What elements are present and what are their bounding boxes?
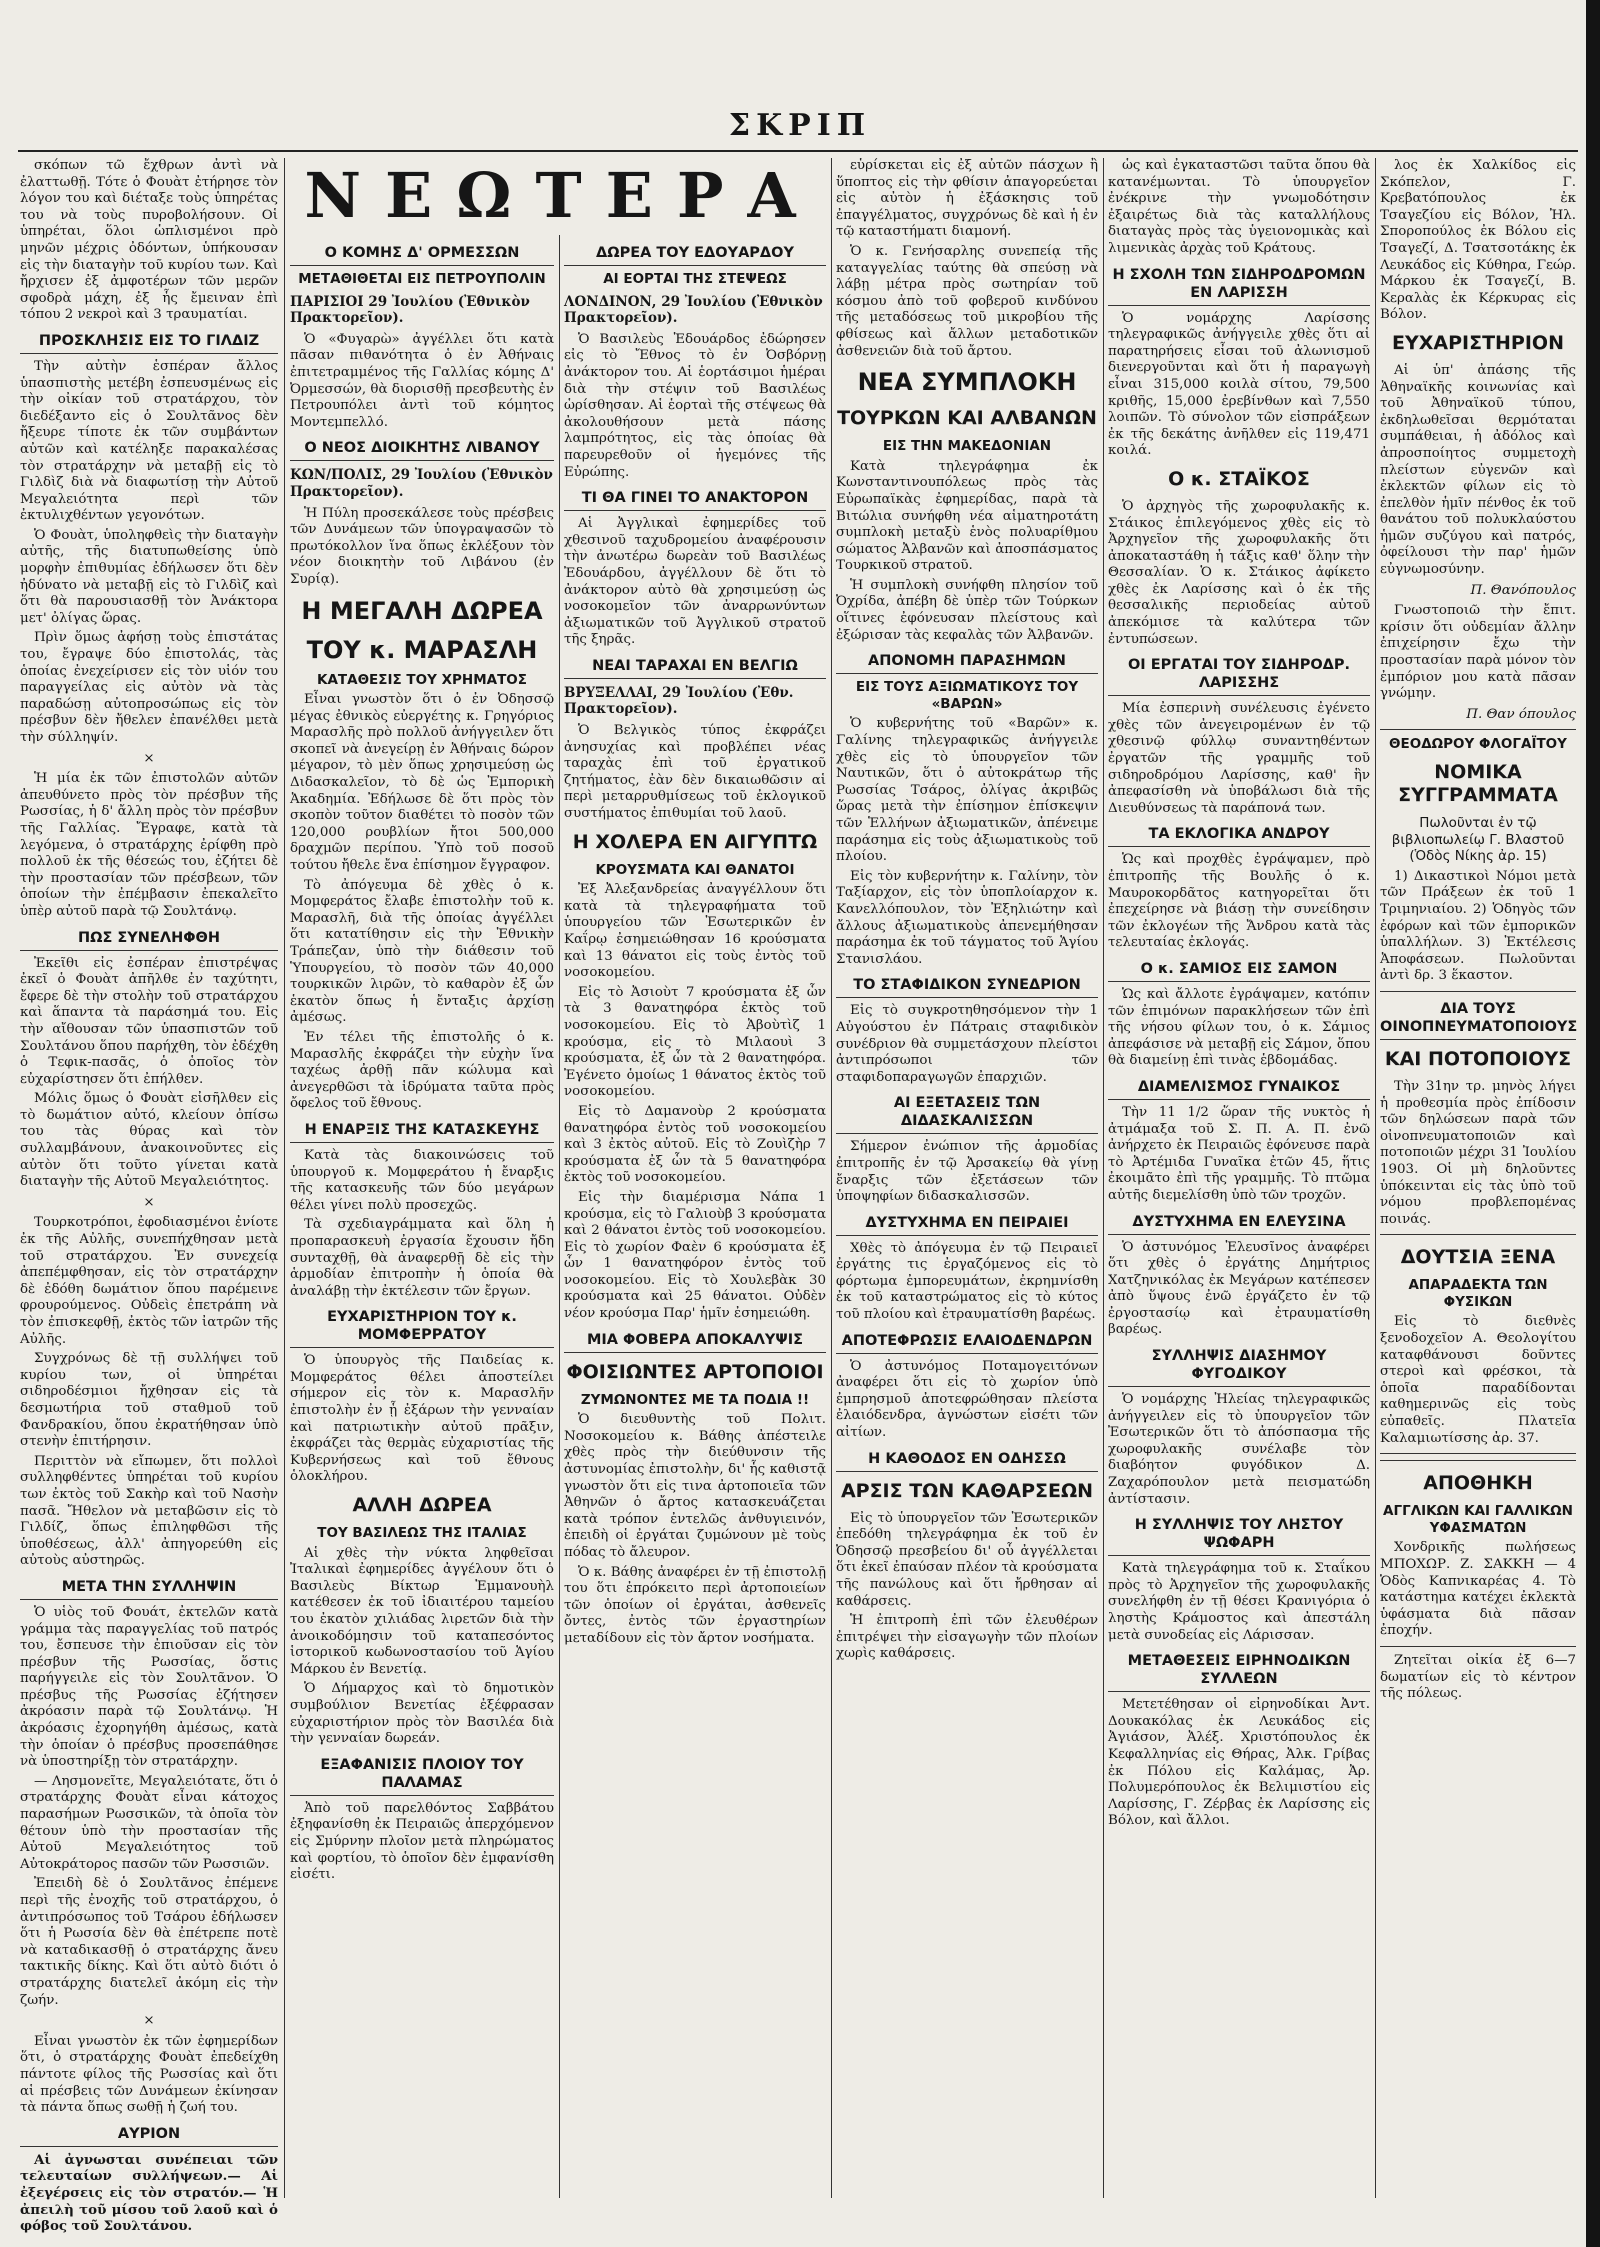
- article-text: Αἱ ἀγνωσται συνέπειαι τῶν τελευταίων συλλήψεων.— Αἱ ἐξεγέρσεις εἰς τὸν στρατόν.— Ἡ ἀπειλὴ τοῦ μίσου τοῦ λαοῦ καὶ ὁ φόβος τοῦ Σουλτάνου.: [20, 2151, 278, 2235]
- article-text: Συγχρόνως δὲ τῇ συλλήψει τοῦ κυρίου των, οἱ ὑπηρέται σιδηροδέσμιοι ἤχθησαν εἰς τὰ δεσμωτήρια τοῦ σταθμοῦ τοῦ Φανδρακίου, ὅπου ἐκρατήθησαν ὑπὸ στενὴν ἐπιτήρησιν.: [20, 1351, 278, 1450]
- article-text: λος ἐκ Χαλκίδος εἰς Σκόπελον, Γ. Κρεβατόπουλος ἐκ Τσαγεζίου εἰς Βόλον, Ἠλ. Σποροπούλος ἐκ Βόλου εἰς Τσαγεζί, Δ. Τσατσοτάκης ἐκ Λευκάδος εἰς Κύθηρα, Γεώρ. Μάρκου ἐκ Τσαγεζί, Β. Κεραλὰς ἐκ Κέρκυρας εἰς Βόλον.: [1380, 158, 1576, 323]
- classified-text: Ζητεῖται οἰκία ἐξ 6—7 δωματίων εἰς τὸ κέντρον τῆς πόλεως.: [1380, 1652, 1576, 1702]
- column-6: [1380, 158, 1576, 2218]
- article-text: — Λησμονεῖτε, Μεγαλειότατε, ὅτι ὁ στρατάρχης Φουὰτ εἶναι κάτοχος παρασήμων Ρωσσικῶν, τὰ ὁποῖα τὸν θέτουν ὑπὸ τὴν προστασίαν τῆς Αὐτοῦ Μεγαλειότητος τοῦ Αὐτοκράτορος πασῶν τῶν Ρωσσιῶν.: [20, 1773, 278, 1872]
- article-text: Τὸ ἀπόγευμα δὲ χθὲς ὁ κ. Μομφεράτος ἔλαβε ἐπιστολὴν τοῦ κ. Μαρασλῆ, διὰ τῆς ὁποίας ἀγγέλλει ὅτι κατατίθησιν εἰς τὴν Ἐθνικὴν Τράπεζαν, ὑπὸ τὴν διάθεσιν τοῦ Ὑπουργείου, τὸ ποσὸν τῶν 40,000 τουρκικῶν λιρῶν, τὸ καθαρὸν ἐξ ὧν ἑκατὸν ὅπως ἡ ἔνταξις ἀρχίσῃ ἀμέσως.: [290, 877, 554, 1026]
- article-text: Εἰς τὸ Ἀσιοὺτ 7 κρούσματα ἐξ ὧν τὰ 3 θανατηφόρα ἐκτὸς τοῦ νοσοκομείου. Εἰς τὸ Ἀβοὺτὶζ 1 κρούσμα, εἰς τὸ Μιλαουὶ 3 κρούσματα, ἐξ ὧν τὰ 2 θανατηφόρα. Ἐγένετο ὁμοίως 1 θάνατος ἐκτὸς τοῦ νοσοκομείου.: [564, 984, 826, 1100]
- subheadline: ΤΟΥ ΒΑΣΙΛΕΩΣ ΤΗΣ ΙΤΑΛΙΑΣ: [317, 1525, 527, 1542]
- article-text: Εἶναι γνωστὸν ὅτι ὁ ἐν Ὀδησσῷ μέγας ἐθνικὸς εὐεργέτης κ. Γρηγόριος Μαρασλῆς πρὸ πολλοῦ ἀνήγγειλεν ὅτι σκοπεῖ νὰ ἀνεγείρῃ ἐν Ἀθήναις δώρον μέγαρον, τὸ μὲν ὅπως χρησιμεύσῃ ὡς Διδασκαλεῖον, τὸ δὲ ὡς Ἐμπορικὴ Ἀκαδημία. Ἐδήλωσε δὲ ὅτι πρὸς τὸν σκοπὸν τοῦτον διαθέτει τὸ ποσὸν τῶν 120,000 ρουβλίων ἤτοι 500,000 δραχμῶν περίπου. Ὑπὸ τοῦ ποσοῦ τούτου ἤθελε ἔνα ἐπίσημον ἔγγραφον.: [290, 692, 554, 874]
- headline: Η ΜΕΓΑΛΗ ΔΩΡΕΑ: [301, 596, 543, 625]
- column-rule: [559, 235, 560, 2198]
- column-2: [290, 236, 554, 2218]
- headline: ΚΑΙ ΠΟΤΟΠΟΙΟΥΣ: [1384, 1047, 1572, 1070]
- dateline: ΚΩΝ/ΠΟΛΙΣ, 29 Ἰουλίου (Ἐθνικὸν Πρακτορεῖον).: [290, 467, 553, 500]
- article-text: Ὁ διευθυντὴς τοῦ Πολιτ. Νοσοκομείου κ. Βάθης ἀπέστειλε χθὲς πρὸς τὴν διεύθυνσιν τῆς ἀστυνομίας ἐπιστολὴν, δι' ἧς καθιστᾷ γνωστὸν ὅτι εἰς τινα ἀρτοποιεῖα τῶν Ἀθηνῶν ὁ ἄρτος κατασκευάζεται κατὰ τρόπον ἐντελῶς ἀνθυγιεινόν, ἐπειδὴ οἱ ἐργάται ζυμώνουν μὲ τοὺς πόδας τὸ ἄλευρον.: [564, 1412, 826, 1560]
- ad-text: Εἰς τὸ διεθνὲς ξενοδοχεῖον Α. Θεολογίτου καταφθάνουσι δοῦντες στεροὶ καὶ φρέσκοι, τὰ ὁποῖα παραδίδονται καθημερινῶς εἰς τοὺς εὐπαθεῖς. Πλατεῖα Καλαμιωτίσσης ἀρ. 37.: [1380, 1314, 1576, 1446]
- separator: ×: [143, 2013, 155, 2029]
- dateline: ΠΑΡΙΣΙΟΙ 29 Ἰουλίου (Ἐθνικὸν Πρακτορεῖον).: [290, 293, 530, 327]
- headline: ΝΕΑ ΣΥΜΠΛΟΚΗ: [857, 368, 1077, 397]
- subheadline: ΚΡΟΥΣΜΑΤΑ ΚΑΙ ΘΑΝΑΤΟΙ: [595, 861, 795, 878]
- subheadline: ΚΑΤΑΘΕΣΙΣ ΤΟΥ ΧΡΗΜΑΤΟΣ: [317, 671, 527, 688]
- headline: ΜΕΤΑ ΤΗΝ ΣΥΛΛΗΨΙΝ: [20, 1578, 278, 1600]
- article-text: Ὁ «Φυγαρὼ» ἀγγέλλει ὅτι κατὰ πᾶσαν πιθανότητα ὁ ἐν Ἀθήναις ἐπιτετραμμένος τῆς Γαλλίας κόμης Δ' Ὀρμεσσών, θὰ διορισθῇ πρεσβευτὴς ἐν Πετρουπόλει ἀντὶ τοῦ κόμητος Μοντεμπελλό.: [290, 331, 554, 430]
- masthead: ΣΚΡΙΠ: [728, 108, 872, 143]
- article-text: Μόλις ὅμως ὁ Φουὰτ εἰσῆλθεν εἰς τὸ δωμάτιον αὐτό, κλείουν ὀπίσω του τὰς θύρας καὶ τὸν συλλαμβάνουν, ἀνακοινοῦντες εἰς αὐτὸν ὅτι τοῦτο γίνεται κατὰ διαταγὴν τῆς Αὐτοῦ Μεγαλειότητος.: [20, 1091, 278, 1190]
- article-text: εὑρίσκεται εἰς ἐξ αὐτῶν πάσχων ἢ ὕποπτος εἰς τὴν φθίσιν ἀπαγορεύεται εἰς αὐτὸν ἡ ἐξάσκησις τοῦ ἐπαγγέλματος, συγχρόνως δὲ καὶ ἡ ἐν τῷ καταστήματι διαμονή.: [836, 158, 1098, 240]
- headline: ΣΥΛΛΗΨΙΣ ΔΙΑΣΗΜΟΥ ΦΥΓΟΔΙΚΟΥ: [1108, 1347, 1370, 1387]
- article-text: Ἐξ Ἀλεξανδρείας ἀναγγέλλουν ὅτι κατὰ τὰ τηλεγραφήματα τοῦ ὑπουργείου τῶν Ἐσωτερικῶν ἐν Καΐρῳ ἐσημειώθησαν 16 κρούσματα καὶ 13 θάνατοι εἰς τοὺς ἐντὸς τοῦ νοσοκομείου.: [564, 882, 826, 981]
- column-1: [20, 158, 278, 2235]
- separator: ×: [143, 750, 155, 766]
- article-text: Ὁ ἀστυνόμος Ἐλευσῖνος ἀναφέρει ὅτι χθὲς ὁ ἐργάτης Δημήτριος Χατζηνικόλας ἐκ Μεγάρων κατέπεσεν ἀπὸ ὕψους ἐνῶ ἐργάζετο ἐν τῷ ἐργοστασίῳ καὶ ἐτραυματίσθη βαρέως.: [1108, 1239, 1370, 1338]
- headline: ΔΥΣΤΥΧΗΜΑ ΕΝ ΠΕΙΡΑΙΕΙ: [836, 1214, 1098, 1236]
- article-text: Κατὰ τηλεγράφημα ἐκ Κωνσταντινουπόλεως πρὸς τὰς Εὐρωπαϊκὰς ἐφημερίδας, παρὰ τὰ Βιτώλια συνήφθη νέα αἱματηροτάτη συμπλοκὴ μεταξὺ ἑνὸς πολυαρίθμου σώματος Ἀλβανῶν καὶ ἀποσπάσματος Τουρκικοῦ στρατοῦ.: [836, 458, 1098, 574]
- article-text: Εἰς τὸν κυβερνήτην κ. Γαλίνην, τὸν Ταξίαρχον, εἰς τὸν ὑποπλοίαρχον κ. Κανελλόπουλον, τὸν Ἐξηλιώτην καὶ ἄλλους ἀξιωματικοὺς ἀπενεμήθησαν παράσημα ἐκ τοῦ τάγματος τοῦ Ἁγίου Στανισλάου.: [836, 868, 1098, 967]
- dateline: ΛΟΝΔΙΝΟΝ, 29 Ἰουλίου (Ἐθνικὸν Πρακτορεῖον).: [564, 293, 823, 327]
- advertisement: [1380, 1234, 1576, 1454]
- article-text: Ὡς καὶ προχθὲς ἐγράψαμεν, πρὸ ἐπιτροπῆς τῆς Βουλῆς ὁ κ. Μαυροκορδᾶτος κατηγορεῖται ὅτι ἐπεχείρησε νὰ βιάσῃ τὴν συνείδησιν τῶν ἐκλογέων τῆς Ἄνδρου κατὰ τὰς τελευταίας ἐκλογάς.: [1108, 852, 1370, 951]
- headline: ΑΡΣΙΣ ΤΩΝ ΚΑΘΑΡΣΕΩΝ: [840, 1479, 1094, 1502]
- article-text: Εἰς τὸ Δαμανοὺρ 2 κρούσματα θανατηφόρα ἐντὸς τοῦ νοσοκομείου καὶ 3 ἐκτὸς αὐτοῦ. Εἰς τὸ Ζουὶζὴρ 7 κρούσματα ἐξ ὧν τὰ 5 θανατηφόρα ἐκτὸς τοῦ νοσοκομείου.: [564, 1103, 826, 1186]
- article-text: Πρὶν ὅμως ἀφήσῃ τοὺς ἐπιστάτας του, ἔγραψε δύο ἐπιστολάς, τὰς ὁποίας ἐνεχείρισεν εἰς τὸν υἱόν του παραγγείλας εἰς αὐτὸν νὰ τὰς παραδώσῃ αὐτοπροσώπως εἰς τὸν πρέσβυν δὲν ἤθελεν ἐπανέλθει μετὰ τὴν σύλληψίν.: [20, 630, 278, 745]
- article-text: Σήμερον ἐνώπιον τῆς ἁρμοδίας ἐπιτροπῆς ἐν τῷ Ἀρσακείῳ θὰ γίνῃ ἔναρξις τῶν ἐξετάσεων τῶν ὑποψηφίων διδασκαλισσῶν.: [836, 1139, 1098, 1205]
- headline: Η ΚΑΘΟΔΟΣ ΕΝ ΟΔΗΣΣΩ: [836, 1450, 1098, 1472]
- article-text: Περιττὸν νὰ εἴπωμεν, ὅτι πολλοὶ συλληφθέντες ὑπηρέται τοῦ κυρίου των ἐκτὸς τοῦ Σακὴρ καὶ τοῦ Νασὴν πασᾶ. Ἤθελον νὰ μεταβῶσιν εἰς τὸ Γιλδίζ, ὅπως ἐπιληφθῶσι τῆς ὑποθέσεως, ἀλλ' ἀπηγορεύθη εἰς αὐτοὺς αὐστηρῶς.: [20, 1453, 278, 1569]
- article-text: Ὁ Βελγικὸς τύπος ἐκφράζει ἀνησυχίας καὶ προβλέπει νέας ταραχὰς ἐπὶ τοῦ ἐργατικοῦ ζητήματος, ἐὰν δὲν δικαιωθῶσιν αἱ περὶ μεταρρυθμίσεως τοῦ ἐκλογικοῦ συστήματος ἐπιθυμίαι τοῦ λαοῦ.: [564, 723, 826, 822]
- article-text: Ὁ νομάρχης Λαρίσσης τηλεγραφικῶς ἀνήγγειλε χθὲς ὅτι αἱ παρατηρήσεις εἶσαι τοῦ ἀλωνισμοῦ διενεργοῦνται καὶ ὅτι ἡ παραγωγὴ εἶναι 315,000 κοιλὰ σίτου, 79,500 κριθῆς, 15,000 ἐρεβίνθων καὶ 7,550 λοιπῶν. Τὸ σύνολον τῶν εἰσπράξεων ἐκ τῆς δεκάτης ἀνῆλθεν εἰς 119,471 κοιλά.: [1108, 310, 1370, 459]
- headline: ΦΟΙΣΙΩΝΤΕΣ ΑΡΤΟΠΟΙΟΙ: [566, 1360, 824, 1383]
- headline: Η ΣΧΟΛΗ ΤΩΝ ΣΙΔΗΡΟΔΡΟΜΩΝ ΕΝ ΛΑΡΙΣΣΗ: [1108, 266, 1370, 306]
- article-text: Ἐπειδὴ δὲ ὁ Σουλτᾶνος ἐπέμενε περὶ τῆς ἐνοχῆς τοῦ στρατάρχου, ὁ ἀντιπρόσωπος τοῦ Τσάρου ἐδήλωσεν ὅτι ἡ Ρωσσία δὲν θὰ ἐπέτρεπε ποτὲ νὰ καταδικασθῇ ὁ στρατάρχης ἄνευ τακτικῆς δίκης. Καὶ ὅτι αὐτὸ διότι ὁ στρατάρχης διατελεῖ ἀκόμη εἰς τὴν ζωήν.: [20, 1876, 278, 2008]
- ad-text: Χονδρικῆς πωλήσεως ΜΠΟΧΩΡ. Ζ. ΣΑΚΚΗ — 4 Ὁδὸς Καπνικαρέας 4. Τὸ κατάστημα κατέχει ἐκλεκτὰ ὑφάσματα διὰ πᾶσαν ἐποχήν.: [1380, 1540, 1576, 1639]
- headline: ΤΑ ΕΚΛΟΓΙΚΑ ΑΝΔΡΟΥ: [1108, 825, 1370, 847]
- article-text: Εἰς τὸ συγκροτηθησόμενον τὴν 1 Αὐγούστου ἐν Πάτραις σταφιδικὸν συνέδριον θὰ συμμετάσχουν πλείστοι ἀντιπρόσωποι τῶν σταφιδοπαραγωγῶν ἐπαρχιῶν.: [836, 1003, 1098, 1085]
- article-text: Ὁ νομάρχης Ἠλείας τηλεγραφικῶς ἀνήγγειλεν εἰς τὸ ὑπουργεῖον τῶν Ἐσωτερικῶν ὅτι τὸ ἀπόσπασμα τῆς χωροφυλακῆς συνέλαβε τὸν διαβόητον φυγόδικον Δ. Ζαχαρόπουλον μετὰ πεισματώδη ἀντίστασιν.: [1108, 1392, 1370, 1507]
- column-rule: [284, 158, 285, 2198]
- article-text: Τὴν 31ην τρ. μηνὸς λήγει ἡ προθεσμία πρὸς ἐπίδοσιν τῶν δηλώσεων παρὰ τῶν οἰνοπνευματοποιῶν καὶ ποτοποιῶν μέχρι 31 Ἰουλίου 1903. Οἱ μὴ δηλοῦντες ὑπόκεινται εἰς τὰς ὑπὸ τοῦ νόμου προβλεπομένας ποινάς.: [1380, 1078, 1576, 1227]
- headline: ΔΥΣΤΥΧΗΜΑ ΕΝ ΕΛΕΥΣΙΝΑ: [1108, 1213, 1370, 1235]
- headline: Ο κ. ΣΤΑΪΚΟΣ: [1168, 467, 1310, 490]
- subheadline: ΖΥΜΩΝΟΝΤΕΣ ΜΕ ΤΑ ΠΟΔΙΑ !!: [580, 1391, 810, 1408]
- headline: Η ΧΟΛΕΡΑ ΕΝ ΑΙΓΥΠΤΩ: [572, 830, 818, 853]
- article-text: Ὁ Βασιλεὺς Ἐδουάρδος ἐδώρησεν εἰς τὸ Ἔθνος τὸ ἐν Ὀσβόρνῃ ἀνάκτορον του. Αἱ ἑορτάσιμοι ἡμέραι διὰ τὴν στέψιν τοῦ Βασιλέως ὡρίσθησαν. Αἱ ἑορταὶ τῆς στέψεως θὰ ἀκολουθήσουν μετὰ πάσης λαμπρότητος, εἰς τὰς ὁποίας θὰ παρευρεθοῦν οἱ ἡγεμόνες τῆς Εὐρώπης.: [564, 331, 826, 480]
- headline: ΤΙ ΘΑ ΓΙΝΕΙ ΤΟ ΑΝΑΚΤΟΡΟΝ: [564, 489, 826, 511]
- article-text: Χθὲς τὸ ἀπόγευμα ἐν τῷ Πειραιεῖ ἐργάτης τις ἐργαζόμενος εἰς τὸ φόρτωμα ἐμπορευμάτων, ἐκρημνίσθη ἐκ τοῦ καταστρώματος εἰς τὸ κύτος τοῦ πλοίου καὶ ἐτραυματίσθη βαρέως.: [836, 1240, 1098, 1323]
- headline: Ο κ. ΣΑΜΙΟΣ ΕΙΣ ΣΑΜΟΝ: [1108, 960, 1370, 982]
- article-text: Ὁ ὑπουργὸς τῆς Παιδείας κ. Μομφεράτος θέλει ἀποστείλει σήμερον εἰς τὸν κ. Μαρασλῆν ἐπιστολὴν ἐν ᾗ ἐξάρων τὴν γενναίαν καὶ πατριωτικὴν αὐτοῦ πρᾶξιν, ἐκφράζει τὰς θερμὰς εὐχαριστίας τῆς Κυβερνήσεως καὶ τοῦ ἔθνους ὁλοκλήρου.: [290, 1353, 554, 1485]
- article-text: Ὁ υἱὸς τοῦ Φουάτ, ἐκτελῶν κατὰ γράμμα τὰς παραγγελίας τοῦ πατρός του, ἔσπευσε τὴν ἐπιοῦσαν εἰς τὸν πρέσβυν τῆς Ρωσσίας, ὅστις παρήγγειλε εἰς τὸν Σουλτᾶνον. Ὁ πρέσβυς τῆς Ρωσσίας ἐζήτησεν ἀκρόασιν παρὰ τῷ Σουλτάνῳ. Ἡ ἀκρόασις ἐχορηγήθη ἀμέσως, κατὰ τὴν ὁποίαν ὁ πρέσβυς προσεπάθησε νὰ ὑποστηρίξῃ τὸν στρατάρχην.: [20, 1604, 278, 1770]
- section-title: ΝΕΩΤΕΡΑ: [304, 159, 820, 232]
- column-rule: [1103, 158, 1104, 2198]
- article-text: Μία ἐσπερινὴ συνέλευσις ἐγένετο χθὲς τῶν ἀνεγειρομένων ἐν τῷ χθεσινῷ φύλλῳ συναντηθέντων ἐργατῶν τῆς γραμμῆς τοῦ σιδηροδρόμου Λαρίσσης, καθ' ἣν ἀπεφασίσθη νὰ ὑποβάλωσι διὰ τῆς Διευθύνσεως τὰ παράπονά των.: [1108, 701, 1370, 816]
- column-3: [564, 236, 826, 2218]
- article-text: Ἡ συμπλοκὴ συνήφθη πλησίον τοῦ Ὀχρίδα, ἀπέβη δὲ ὑπὲρ τῶν Τούρκων οἵτινες ἐφόνευσαν πλείστους καὶ ἐξώρισαν τὰς κεφαλὰς τῶν Ἀλβανῶν.: [836, 577, 1098, 643]
- article-text: Ὁ κυβερνήτης τοῦ «Βαρῶν» κ. Γαλίνης τηλεγραφικῶς ἀνήγγειλε χθὲς εἰς τὸ ὑπουργεῖον τῶν Ναυτικῶν, ὅτι ὁ αὐτοκράτωρ τῆς Ρωσσίας Τσάρος, ὀλίγας ἀκριβῶς ὥρας μετὰ τὴν ἐπίσημον ἐπίσκεψιν τῶν Ἑλλήνων ἀξιωματικῶν, ἀπένειμε παράσημα εἰς τοὺς ἀξιωματικοὺς τοῦ πλοίου.: [836, 716, 1098, 865]
- page-edge: [1586, 0, 1600, 2247]
- article-text: Ὁ Φουὰτ, ὑποληφθεὶς τὴν διαταγὴν αὐτῆς, τῆς διατυπωθείσης ὑπὸ μορφὴν ἐπιθυμίας ἐδήλωσεν ὅτι δὲν ἠδύνατο νὰ μεταβῇ εἰς τὸ Γιλδὶζ καὶ ὅτι θὰ παρουσιασθῇ τὸν Ἀνάκτορα μετ' ὀλίγας ὥρας.: [20, 527, 278, 626]
- article-text: Τὴν 11 1/2 ὥραν τῆς νυκτὸς ἡ ἀτμάμαξα τοῦ Σ. Π. Α. Π. ἐνῶ ἀνήρχετο ἐκ Πειραιῶς ἐφόνευσε παρὰ τὸ Ἀρτέμιδα Γυναῖκα ἐτῶν 45, ἥτις ἐκοιμᾶτο ἐπὶ τῆς γραμμῆς. Τὸ πτῶμα αὐτῆς διεμελίσθη ὑπὸ τῶν τροχῶν.: [1108, 1104, 1370, 1203]
- column-4: [836, 158, 1098, 2218]
- headline: ΔΩΡΕΑ ΤΟΥ ΕΔΟΥΑΡΔΟΥ: [564, 244, 826, 266]
- ad-headline: ΑΠΟΘΗΚΗ: [1423, 1472, 1533, 1495]
- headline: ΟΙ ΕΡΓΑΤΑΙ ΤΟΥ ΣΙΔΗΡΟΔΡ. ΛΑΡΙΣΣΗΣ: [1108, 656, 1370, 696]
- masthead-rule: [18, 150, 1578, 152]
- headline: ΤΟΥΡΚΩΝ ΚΑΙ ΑΛΒΑΝΩΝ: [837, 407, 1097, 430]
- headline: ΔΙΑΜΕΛΙΣΜΟΣ ΓΥΝΑΙΚΟΣ: [1108, 1078, 1370, 1100]
- column-rule: [831, 158, 832, 2198]
- article-text: Ἐν τέλει τῆς ἐπιστολῆς ὁ κ. Μαρασλῆς ἐκφράζει τὴν εὐχὴν ἵνα ταχέως ἀρθῇ πᾶν κώλυμα καὶ ἀνεγερθῶσι τὰ ἱδρύματα ταῦτα πρὸς ὄφελος τοῦ ἔθνους.: [290, 1029, 554, 1112]
- article-text: σκόπων τῶ ἔχθρων ἀντὶ νὰ ἐλαττωθῇ. Τότε ὁ Φουὰτ ἐτήρησε τὸν λόγον του καὶ διέταξε τοὺς ὑπηρέτας του νὰ τοὺς πυροβολήσουν. Οἱ ὑπηρέται, ὅλοι ὡπλισμένοι πρὸ μηνῶν μέχρις ὀδόντων, ὑπήκουσαν εἰς τὴν διαταγὴν τοῦ κυρίου των. Καὶ ἤρχισεν ἐξ ἀμφοτέρων τῶν μερῶν σφοδρὰ μάχη, ἐξ ἧς ἔμειναν ἐπὶ τόπου 2 νεκροὶ καὶ 3 τραυματίαι.: [20, 158, 278, 323]
- column-5: [1108, 158, 1370, 2218]
- article-text: Τουρκοτρόποι, ἐφοδιασμένοι ἐνίοτε ἐκ τῆς Αὐλῆς, συνεπήχθησαν μετὰ τοῦ στρατάρχου. Ἐν συνεχείᾳ ἀπεπέμφθησαν, εἰς τὸν στρατάρχην δὲ ἐδόθη δωμάτιον ὅπου παρέμεινε φρουρούμενος. Οὐδεὶς ἐπετράπη νὰ τὸν ἐπισκεφθῇ, ἐκτὸς τῶν ἰατρῶν τῆς Αὐλῆς.: [20, 1215, 278, 1347]
- headline: Η ΕΝΑΡΞΙΣ ΤΗΣ ΚΑΤΑΣΚΕΥΗΣ: [290, 1121, 554, 1143]
- headline: ΑΥΡΙΟΝ: [20, 2125, 278, 2147]
- ad-headline: ΔΟΥΤΣΙΑ ΞΕΝΑ: [1400, 1246, 1556, 1269]
- headline: ΤΟΥ κ. ΜΑΡΑΣΛΗ: [306, 635, 538, 664]
- subheadline: ΜΕΤΑΘΙΘΕΤΑΙ ΕΙΣ ΠΕΤΡΟΥΠΟΛΙΝ: [298, 271, 546, 287]
- headline: ΕΥΧΑΡΙΣΤΗΡΙΟΝ ΤΟΥ κ. ΜΟΜΦΕΡΡΑΤΟΥ: [290, 1308, 554, 1348]
- subheadline: ΕΙΣ ΤΟΥΣ ΑΞΙΩΜΑΤΙΚΟΥΣ ΤΟΥ «ΒΑΡΩΝ»: [855, 679, 1079, 712]
- headline: ΑΛΛΗ ΔΩΡΕΑ: [352, 1494, 492, 1517]
- headline: ΜΙΑ ΦΟΒΕΡΑ ΑΠΟΚΑΛΥΨΙΣ: [564, 1331, 826, 1353]
- article-text: Κατὰ τὰς διακοινώσεις τοῦ ὑπουργοῦ κ. Μομφεράτου ἡ ἔναρξις τῆς κατασκευῆς τῶν δύο μεγάρων θέλει γίνει πολὺ προσεχῶς.: [290, 1147, 554, 1213]
- ad-subtitle: Πωλοῦνται ἐν τῷ βιβλιοπωλείῳ Γ. Βλαστοῦ (Ὁδὸς Νίκης ἀρ. 15): [1391, 815, 1565, 865]
- article-text: ὡς καὶ ἐγκαταστῶσι ταῦτα ὅπου θὰ κατανέμωνται. Τὸ ὑπουργεῖον ἐνέκρινε τὴν γνωμοδότησιν ἐξαιρέτως διὰ τὰς καταλλήλους διαταγὰς πρὸς τὰς ὑγειονομικὰς καὶ λιμενικὰς ἀρχὰς τοῦ Κράτους.: [1108, 158, 1370, 256]
- article-text: Ἡ ἐπιτροπὴ ἐπὶ τῶν ἐλευθέρων ἐπιτρέψει τὴν εἰσαγωγὴν τῶν πλοίων χωρὶς καθάρσεις.: [836, 1613, 1098, 1662]
- signature: Π. Θαν όπουλος: [1466, 706, 1576, 722]
- headline: ΕΥΧΑΡΙΣΤΗΡΙΟΝ: [1392, 331, 1564, 354]
- article-text: Μετετέθησαν οἱ εἰρηνοδίκαι Ἀντ. Δουκακόλας ἐκ Λευκάδος εἰς Ἀγιάσον, Ἀλέξ. Χριστόπουλος ἐκ Κεφαλληνίας εἰς Θήρας, Ἀλκ. Γρίβας ἐκ Πόλου εἰς Καλάμας, Ἀρ. Πολυμερόπουλος ἐκ Βελιμιστίου εἰς Λαρίσσης, Γ. Ζέρβας ἐκ Λαρίσσης εἰς Βόλον, καὶ ἄλλοι.: [1108, 1697, 1370, 1829]
- article-text: Ὁ κ. Γενήσαρλης συνεπείᾳ τῆς καταγγελίας ταύτης θὰ σπεύσῃ νὰ λάβῃ μέτρα πρὸς σωτηρίαν τοῦ κόσμου ἀπὸ τοῦ φοβεροῦ κινδύνου τῆς μεταδόσεως τοῦ μικροβίου τῆς φθίσεως καὶ ἄλλων μεταδοτικῶν ἀσθενειῶν διὰ τοῦ ἄρτου.: [836, 243, 1098, 359]
- headline: ΕΞΑΦΑΝΙΣΙΣ ΠΛΟΙΟΥ ΤΟΥ ΠΑΛΑΜΑΣ: [290, 1756, 554, 1796]
- headline: ΔΙΑ ΤΟΥΣ ΟΙΝΟΠΝΕΥΜΑΤΟΠΟΙΟΥΣ: [1380, 1000, 1576, 1040]
- article-text: Αἱ Ἀγγλικαὶ ἐφημερίδες τοῦ χθεσινοῦ ταχυδρομείου ἀναφέρουσιν τὴν ἀνωτέρω δωρεὰν τοῦ Βασιλέως Ἐδουάρδου, ἀγγέλλουν δὲ ὅτι τὸ ἀνάκτορον αὐτὸ θὰ χρησιμεύσῃ ὡς νοσοκομεῖον τῶν ἀναρρωνύντων ἀξιωματικῶν τοῦ Ἀγγλικοῦ στρατοῦ τῆς ξηρᾶς.: [564, 516, 826, 648]
- column-rule: [1375, 158, 1376, 2198]
- article-text: Ἡ μία ἐκ τῶν ἐπιστολῶν αὐτῶν ἀπευθύνετο πρὸς τὸν πρέσβυν τῆς Ρωσσίας, ἡ δ' ἄλλη πρὸς τὸν πρέσβυν τῆς Γαλλίας. Ἔγραφε, κατὰ τὰ λεγόμενα, ὁ στρατάρχης ἐρίφθη πρὸ πολλοῦ ἐκ τῆς θέσεώς του, ἐζήτει δὲ τὴν προστασίαν τῶν πρέσβεων, τῶν ὁποίων τὴν ἐπέμβασιν ἐπεκαλεῖτο ὑπὲρ αὐτοῦ παρὰ τῷ Σουλτάνῳ.: [20, 771, 278, 919]
- headline: Ο ΚΟΜΗΣ Δ' ΟΡΜΕΣΣΩΝ: [290, 244, 554, 266]
- headline: Ο ΝΕΟΣ ΔΙΟΙΚΗΤΗΣ ΛΙΒΑΝΟΥ: [290, 439, 554, 461]
- headline: ΝΕΑΙ ΤΑΡΑΧΑΙ ΕΝ ΒΕΛΓΙΩ: [564, 657, 826, 679]
- article-text: Ὡς καὶ ἄλλοτε ἐγράψαμεν, κατόπιν τῶν ἐπιμόνων παρακλήσεων τῶν ἐπὶ τῆς νήσου φίλων του, ὁ κ. Σάμιος ἀπεφάσισε νὰ μεταβῇ εἰς Σάμον, ὅπου θὰ διαμείνῃ ἐπὶ τινὰς ἑβδομάδας.: [1108, 986, 1370, 1069]
- article-text: Ἐκεῖθι εἰς ἐσπέραν ἐπιστρέψας ἐκεῖ ὁ Φουὰτ ἀπῆλθε ἐν ταχύτητι, ἔφερε δὲ τὴν στολὴν τοῦ στρατάρχου καὶ ἅπαντα τὰ παράσημά του. Εἰς τὴν αἴθουσαν τῶν ὑπασπιστῶν τοῦ Σουλτάνου ὅπου παρήχθη, τὸν ἐδέχθη ὁ Τεφικ-πασᾶς, ὁ ὁποῖος τὸν εὐχαρίστησεν ὅτι ἐπήλθεν.: [20, 955, 278, 1087]
- signature: Π. Θανόπουλος: [1470, 582, 1576, 598]
- advertisement: [1380, 1460, 1576, 1647]
- subheadline: ΑΙ ΕΟΡΤΑΙ ΤΗΣ ΣΤΕΨΕΩΣ: [603, 271, 787, 287]
- article-text: Αἱ ὑπ' ἀπάσης τῆς Ἀθηναϊκῆς κοινωνίας καὶ τοῦ Ἀθηναϊκοῦ τύπου, ἐκδηλωθεῖσαι θερμόταται συμπάθειαι, ἡ ἀδόλος καὶ ἀπροσποίητος συμμετοχὴ πλείστων εὐγενῶν καὶ ἐκλεκτῶν φίλων εἰς τὸ ἐπελθὸν ἡμῖν πένθος ἐκ τοῦ θανάτου τοῦ πολυκλαύστου ἡμῶν συζύγου καὶ πατρός, ὀφείλουσι τὴν παρ' ἡμῶν εὐγνωμοσύνην.: [1380, 362, 1576, 578]
- article-text: Ὁ ἀρχηγὸς τῆς χωροφυλακῆς κ. Στάικος ἐπιλεγόμενος χθὲς εἰς τὸ Ἀρχηγεῖον τῆς χωροφυλακῆς ὅτι ἀποκαταστάθη ἡ τάξις καθ' ὅλην τὴν Θεσσαλίαν. Ὁ κ. Στάικος ἀφίκετο χθὲς ἐκ Λαρίσσης καὶ ὁ ἐκ τῆς θεσσαλικῆς περιοδείας αὐτοῦ ἀπεκόμισε τὰ καλύτερα τῶν ἐντυπώσεων.: [1108, 498, 1370, 647]
- article-text: Τὴν αὐτὴν ἑσπέραν ἄλλος ὑπασπιστὴς μετέβη ἐσπευσμένως εἰς τὴν οἰκίαν τοῦ στρατάρχου, τὸν διεδέξαντο εἰς ὁ Σουλτᾶνος δὲν ἤξευρε τίποτε ἐκ τῶν συμβάντων αὐτῶν καὶ κατέληξε παρακαλέσας τὸν στρατάρχην νὰ μεταβῇ εἰς τὸ Γιλδὶζ διὰ νὰ διαφωτίσῃ τὴν Αὐτοῦ Μεγαλειότητα περὶ τῶν ἐκτυλιχθέντων γεγονότων.: [20, 358, 278, 524]
- headline: ΤΟ ΣΤΑΦΙΔΙΚΟΝ ΣΥΝΕΔΡΙΟΝ: [836, 976, 1098, 998]
- article-text: Εἶναι γνωστὸν ἐκ τῶν ἐφημερίδων ὅτι, ὁ στρατάρχης Φουὰτ ἐπεδείχθη πάντοτε φίλος τῆς Ρωσσίας καὶ ὅτι αἱ πρέσβεις τῶν Δυνάμεων ἐκίνησαν τὰ πάντα ὅπως σωθῇ ἡ ζωή του.: [20, 2033, 278, 2116]
- advertisement: [1380, 729, 1576, 992]
- article-text: Τὰ σχεδιαγράμματα καὶ ὅλη ἡ προπαρασκευὴ ἐργασία ἔχουσιν ἤδη συνταχθῇ, θὰ ἀναφερθῇ δὲ εἰς τὴν ἁρμοδίαν ἐπιτροπὴν ἡ ὁποία θὰ ἀναλάβῃ τὴν ἐκτέλεσιν τῶν ἔργων.: [290, 1217, 554, 1299]
- article-text: Ἀπὸ τοῦ παρελθόντος Σαββάτου ἐξηφανίσθη ἐκ Πειραιῶς ἀπερχόμενον εἰς Σμύρνην πλοῖον μετὰ πληρώματος καὶ φορτίου, τὸ ὁποῖον δὲν ἐμφανίσθη εἰσέτι.: [290, 1800, 554, 1883]
- subheadline: ΕΙΣ ΤΗΝ ΜΑΚΕΔΟΝΙΑΝ: [882, 438, 1052, 455]
- ad-title: ΘΕΟΔΩΡΟΥ ΦΛΟΓΑΪΤΟΥ: [1389, 736, 1567, 753]
- article-text: Κατὰ τηλεγράφημα τοῦ κ. Σταΐκου πρὸς τὸ Ἀρχηγεῖον τῆς χωροφυλακῆς συνελήφθη ἐν τῇ θέσει Κρανιγόρια ὁ ληστὴς Κράμοστος καὶ ἀπεστάλη μετὰ συνοδείας εἰς Λάρισσαν.: [1108, 1561, 1370, 1643]
- ad-text: 1) Δικαστικοὶ Νόμοι μετὰ τῶν Πράξεων ἐκ τοῦ 1 Τριμηνιαίου. 2) Ὁδηγὸς τῶν ἐφόρων καὶ τῶν ἐμπορικῶν ὑπαλλήλων. 3) Ἐκτέλεσις Ἀποφάσεων. Πωλοῦνται ἀντὶ δρ. 3 ἕκαστον.: [1380, 868, 1576, 984]
- separator: ×: [143, 1194, 155, 1210]
- headline: ΑΠΟΝΟΜΗ ΠΑΡΑΣΗΜΩΝ: [836, 652, 1098, 674]
- ad-subtitle: ΑΓΓΛΙΚΩΝ ΚΑΙ ΓΑΛΛΙΚΩΝ ΥΦΑΣΜΑΤΩΝ: [1383, 1503, 1573, 1536]
- headline: ΠΩΣ ΣΥΝΕΛΗΦΘΗ: [20, 929, 278, 951]
- article-text: Ὁ Δήμαρχος καὶ τὸ δημοτικὸν συμβούλιον Βενετίας ἐξέφρασαν εὐχαριστήριον πρὸς τὸν Βασιλέα διὰ τὴν γενναίαν δωρεάν.: [290, 1681, 554, 1747]
- article-text: Εἰς τὸ ὑπουργεῖον τῶν Ἐσωτερικῶν ἐπεδόθη τηλεγράφημα ἐκ τοῦ ἐν Ὀδησσῷ πρεσβείου δι' οὗ ἀγγέλλεται ὅτι ἐκεῖ ἐπαύσαν πλέον τὰ κρούσματα τῆς πανώλους καὶ ὅτι ἤρθησαν αἱ καθάρσεις.: [836, 1510, 1098, 1609]
- article-text: Ὁ ἀστυνόμος Ποταμογειτόνων ἀναφέρει ὅτι εἰς τὸ χωρίον ὑπὸ ἐμπρησμοῦ ἀποτεφρώθησαν πλείστα ἐλαιόδενδρα, ἀγνώστων εἰσέτι τῶν αἰτίων.: [836, 1358, 1098, 1441]
- article-text: Αἱ χθὲς τὴν νύκτα ληφθεῖσαι Ἰταλικαὶ ἐφημερίδες ἀγγέλουν ὅτι ὁ Βασιλεὺς Βίκτωρ Ἐμμανουὴλ κατέθεσεν ἐκ τοῦ ἰδιαιτέρου ταμείου του ἐκατὸν χιλιάδας λιρετῶν διὰ τὴν ἀνοικοδόμησιν τοῦ καταπεσόντος ἱστορικοῦ κωδωνοστασίου τοῦ Ἁγίου Μάρκου ἐν Βενετίᾳ.: [290, 1545, 554, 1677]
- ad-headline: ΝΟΜΙΚΑ ΣΥΓΓΡΑΜΜΑΤΑ: [1398, 761, 1558, 806]
- article-text: Γνωστοποιῶ τὴν ἔπιτ. κρίσιν ὅτι οὐδεμίαν ἄλλην ἐπιχείρησιν ἔχω τὴν προστασίαν παρὰ μόνον τὸν ἐμπόριον μου κατὰ πᾶσαν γνώμην.: [1380, 603, 1576, 702]
- headline: ΑΠΟΤΕΦΡΩΣΙΣ ΕΛΑΙΟΔΕΝΔΡΩΝ: [836, 1332, 1098, 1354]
- headline: Η ΣΥΛΛΗΨΙΣ ΤΟΥ ΛΗΣΤΟΥ ΨΩΦΑΡΗ: [1108, 1516, 1370, 1556]
- article-text: Ὁ κ. Βάθης ἀναφέρει ἐν τῇ ἐπιστολῇ του ὅτι ἐπρόκειτο περὶ ἀρτοποιείων τῶν ὁποίων οἱ ἐργάται, ἀσθενεῖς ὄντες, ἐντὸς τῶν ἐργαστηρίων μεταδίδουν εἰς τὸν ἄρτον νοσήματα.: [564, 1564, 826, 1646]
- ad-subtitle: ΑΠΑΡΑΔΕΚΤΑ ΤΩΝ ΦΥΣΙΚΩΝ: [1408, 1277, 1548, 1310]
- headline: ΑΙ ΕΞΕΤΑΣΕΙΣ ΤΩΝ ΔΙΔΑΣΚΑΛΙΣΣΩΝ: [836, 1094, 1098, 1134]
- headline: ΠΡΟΣΚΛΗΣΙΣ ΕΙΣ ΤΟ ΓΙΛΔΙΖ: [20, 332, 278, 354]
- article-text: Εἰς τὴν διαμέρισμα Νάπα 1 κρούσμα, εἰς τὸ Γαλιοὺβ 3 κρούσματα καὶ 2 θάνατοι ἐντὸς τοῦ νοσοκομείου. Εἰς τὸ χωρίον Φαὲν 6 κρούσματα ἐξ ὧν 1 θανατηφόρον ἐντὸς τοῦ νοσοκομείου. Εἰς τὸ Χουλεβὰκ 30 κρούσματα καὶ 25 θάνατοι. Οὐδὲν νέον κρούσμα Παρ' ἡμῖν ἐσημειώθη.: [564, 1189, 826, 1322]
- article-text: Ἡ Πύλη προσεκάλεσε τοὺς πρέσβεις τῶν Δυνάμεων τῶν ὑπογραψασῶν τὸ πρωτόκολλον ἵνα ὅπως ἐκλέξουν τὸν νέον διοικητὴν τοῦ Λιβάνου (ἐν Συρίᾳ).: [290, 505, 554, 587]
- headline: ΜΕΤΑΘΕΣΕΙΣ ΕΙΡΗΝΟΔΙΚΩΝ ΣΥΛΛΕΩΝ: [1108, 1652, 1370, 1692]
- dateline: ΒΡΥΞΕΛΛΑΙ, 29 Ἰουλίου (Ἐθν. Πρακτορεῖον).: [564, 684, 794, 718]
